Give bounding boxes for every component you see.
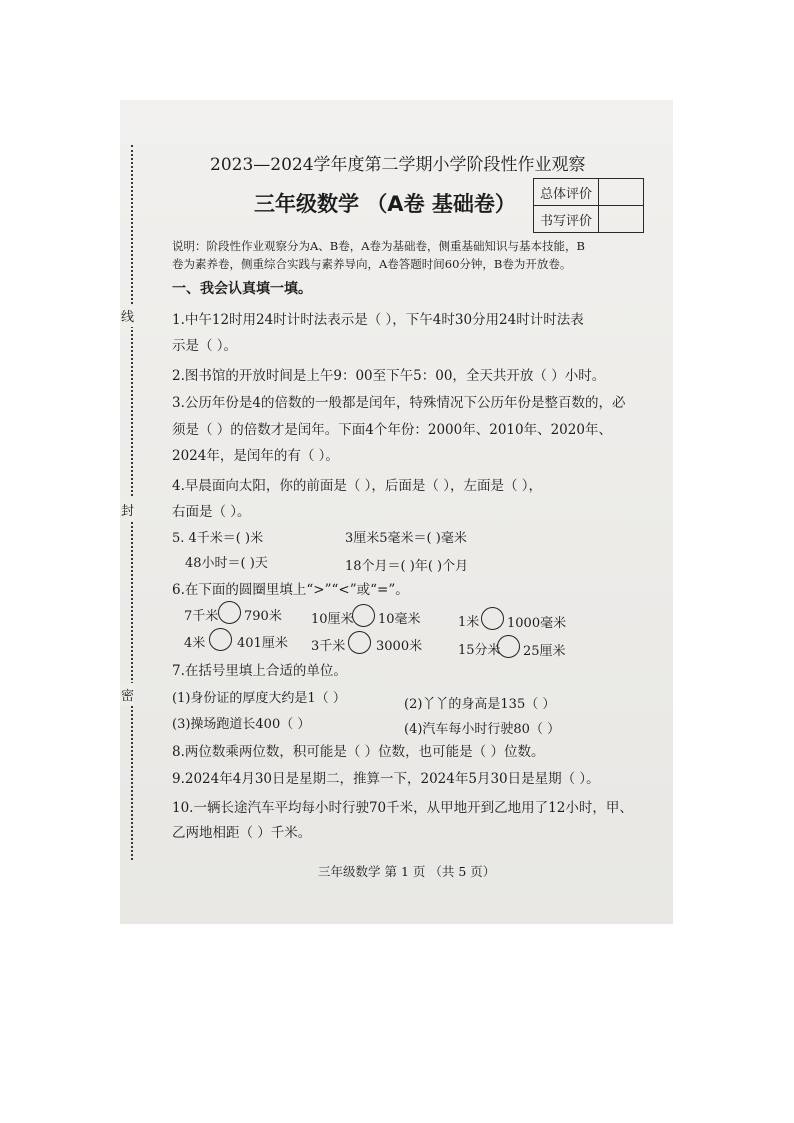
exam-title: 2023—2024学年度第二学期小学阶段性作业观察 xyxy=(210,155,586,175)
question-1-line-1: 1.中午12时用24时计时法表示是（ ），下午4时30分用24时计时法表 xyxy=(172,312,584,328)
question-8: 8.两位数乘两位数，积可能是（ ）位数，也可能是（ ）位数。 xyxy=(172,744,545,760)
question-7-item-3: (3)操场跑道长400（ ） xyxy=(172,717,311,732)
compare-left-1: 7千米 xyxy=(184,609,219,624)
question-9: 9.2024年4月30日是星期二，推算一下，2024年5月30日是星期（ ）。 xyxy=(172,771,600,787)
eval-label-overall: 总体评价 xyxy=(534,179,599,206)
question-5-item-4: 18个月＝( )年( )个月 xyxy=(345,559,469,574)
binding-char-mi: 密 xyxy=(121,683,134,706)
compare-left-5: 3千米 xyxy=(311,639,346,654)
question-10-line-1: 10.一辆长途汽车平均每小时行驶70千米，从甲地开到乙地用了12小时，甲、 xyxy=(172,800,633,816)
compare-left-3: 1米 xyxy=(458,615,480,630)
question-4-line-2: 右面是（ ）。 xyxy=(172,504,251,520)
question-3-line-3: 2024年，是闰年的有（ ）。 xyxy=(172,448,339,464)
compare-left-2: 10厘米 xyxy=(311,612,354,627)
eval-blank-writing xyxy=(599,206,644,233)
compare-right-3: 1000毫米 xyxy=(507,616,567,631)
compare-circle-4[interactable] xyxy=(209,628,232,651)
question-7-item-2: (2)丫丫的身高是135（ ） xyxy=(404,697,556,712)
question-5-item-1: 5. 4千米＝( )米 xyxy=(172,531,264,546)
page-footer: 三年级数学 第 1 页 （共 5 页） xyxy=(318,864,496,879)
eval-label-writing: 书写评价 xyxy=(534,206,599,233)
question-5-item-2: 3厘米5毫米＝( )毫米 xyxy=(345,531,467,546)
question-7-item-4: (4)汽车每小时行驶80（ ） xyxy=(404,722,561,737)
compare-right-1: 790米 xyxy=(244,609,282,624)
question-7-title: 7.在括号里填上合适的单位。 xyxy=(172,663,347,679)
question-4-line-1: 4.早晨面向太阳，你的前面是（ ），后面是（ ），左面是（ ）， xyxy=(172,478,543,494)
compare-circle-1[interactable] xyxy=(218,601,241,624)
question-1-line-2: 示是（ ）。 xyxy=(172,338,238,354)
question-2: 2.图书馆的开放时间是上午9：00至下午5：00，全天共开放（ ）小时。 xyxy=(172,368,606,384)
binding-char-feng: 封 xyxy=(121,498,134,521)
compare-left-4: 4米 xyxy=(184,636,206,651)
eval-blank-overall xyxy=(599,179,644,206)
instructions-line-1: 说明：阶段性作业观察分为A、B卷，A卷为基础卷，侧重基础知识与基本技能，B xyxy=(172,239,586,253)
exam-subtitle: 三年级数学 （A卷 基础卷） xyxy=(254,192,516,216)
question-3-line-1: 3.公历年份是4的倍数的一般都是闰年，特殊情况下公历年份是整百数的，必 xyxy=(172,395,626,411)
compare-circle-5[interactable] xyxy=(348,631,371,654)
question-10-line-2: 乙两地相距（ ）千米。 xyxy=(172,825,312,841)
compare-circle-3[interactable] xyxy=(481,607,504,630)
binding-char-xian: 线 xyxy=(121,304,134,327)
evaluation-table xyxy=(533,178,644,233)
question-3-line-2: 须是（ ）的倍数才是闰年。下面4个年份：2000年、2010年、2020年、 xyxy=(172,422,612,438)
instructions-line-2: 卷为素养卷，侧重综合实践与素养导向，A卷答题时间60分钟，B卷为开放卷。 xyxy=(172,257,572,271)
question-5-item-3: 48小时＝( )天 xyxy=(185,556,268,571)
question-6-title: 6.在下面的圆圈里填上“>”“<”或“=”。 xyxy=(172,582,409,598)
compare-left-6: 15分米 xyxy=(458,643,501,658)
compare-right-2: 10毫米 xyxy=(378,612,421,627)
question-7-item-1: (1)身份证的厚度大约是1（ ） xyxy=(172,691,346,706)
compare-circle-2[interactable] xyxy=(352,604,375,627)
section-1-title: 一、我会认真填一填。 xyxy=(172,281,312,297)
compare-right-5: 3000米 xyxy=(376,639,423,654)
compare-right-4: 401厘米 xyxy=(237,636,288,651)
compare-circle-6[interactable] xyxy=(497,635,520,658)
compare-right-6: 25厘米 xyxy=(523,644,566,659)
